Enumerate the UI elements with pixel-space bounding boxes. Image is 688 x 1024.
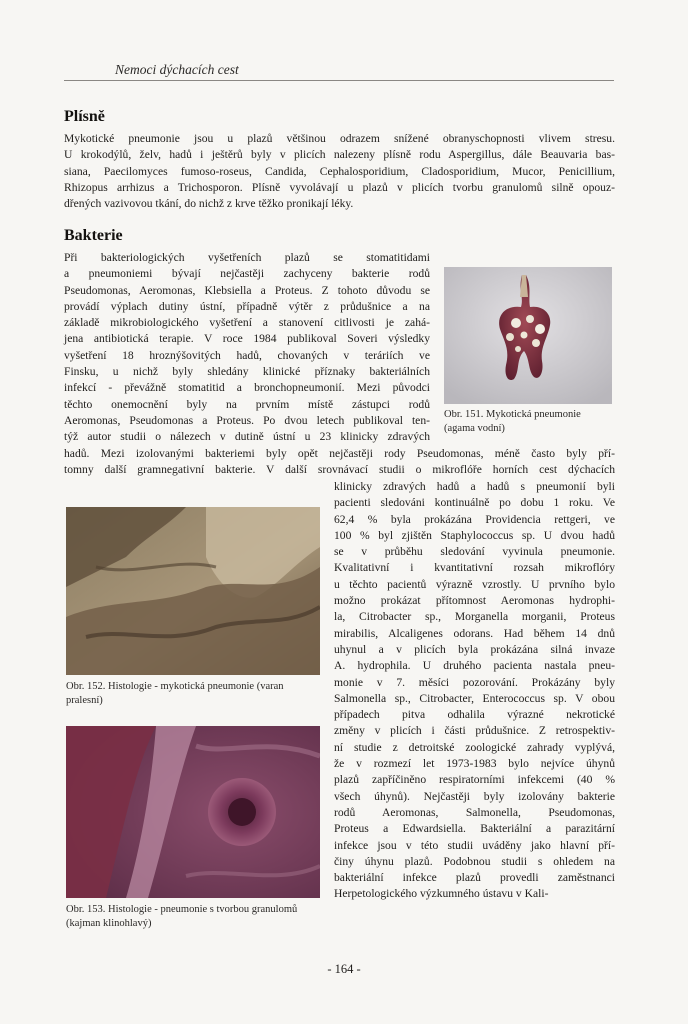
text-line: monie v 7. měsíci pozorování. Prokázány byly	[334, 675, 615, 689]
figure-153-caption: Obr. 153. Histologie - pneumonie s tvorbou granulomů (kajman klinohlavý)	[66, 904, 298, 929]
paragraph-bacteria-right	[334, 479, 615, 903]
text-line: uhynul a v plicích byla prokázána silná invaze	[334, 642, 615, 656]
text-line: 100 % byl zjištěn Staphylococcus sp. U dvou hadů	[334, 528, 615, 542]
text-line: Mykotické pneumonie jsou u plazů většinou odrazem snížené obranyschopnosti vlivem stresu.	[64, 132, 615, 145]
running-header: Nemoci dýchacích cest	[112, 62, 242, 78]
text-line: se v průběhu sledování vyvinula pneumonie.	[334, 545, 615, 559]
text-line: Kvalitativní i kvantitativní rozsah mikroflóry	[334, 561, 615, 575]
text-line: vyšetření 18 hroznýšovitých hadů, chovaných v teráriích ve	[64, 348, 430, 362]
text-line: infekcí - převážně stomatitid a bronchopneumonií. Mezi původci	[64, 381, 430, 395]
header-rule	[64, 80, 614, 81]
text-line: týž autor studii o nálezech v dutině ústní u 23 klinicky zdravých	[64, 430, 430, 444]
text-line: bakteriální infekce plazů provedli zaměstnanci	[334, 871, 615, 885]
text-line: všech úhynů). Nejčastěji byly izolovány bakterie	[334, 789, 615, 803]
text-line: Při bakteriologických vyšetřeních plazů se stomatitidami	[64, 251, 430, 264]
figure-151-photo	[444, 267, 612, 404]
text-line: činy úhynu plazů. Podobnou studii s ohledem na	[334, 854, 615, 868]
text-line: la, Citrobacter sp., Morganella morganii, Proteus	[334, 610, 615, 624]
text-line: Herpetologického výzkumného ústavu v Kali-	[334, 887, 549, 901]
text-line: 62,4 % byla prokázána Providencia rettgeri, ve	[334, 512, 615, 526]
figure-151-caption: Obr. 151. Mykotická pneumonie (agama vodní)	[444, 409, 581, 434]
paragraph-bacteria-full	[64, 446, 615, 479]
histology-image	[66, 507, 320, 675]
text-line: mirabilis, Alcaligenes odorans. Had během 14 dnů	[334, 626, 615, 640]
text-line: tomny další gramnegativní bakterie. V další srovnávací studii o mikroflóře horních cest dýchacích	[64, 463, 615, 477]
text-line: Rhizopus arrhizus a Trichosporon. Plísně vyvolávají u plazů v plicích tvorbu granulomů silně opouz-	[64, 180, 615, 194]
paragraph-bacteria-top	[64, 250, 430, 446]
text-line: hadů. Mezi izolovanými bakteriemi byly opět nejčastěji rody Pseudomonas, méně často byly pří-	[64, 447, 615, 460]
text-line: siana, Paecilomyces fumoso-roseus, Candida, Cephalosporidium, Cladosporidium, Mucor, Penicillium,	[64, 164, 615, 178]
text-line: rodů Aeromonas, Salmonella, Pseudomonas,	[334, 805, 615, 819]
text-line: infekce jsou v této studii uváděny jako hlavní pří-	[334, 838, 615, 852]
figure-153-photo	[66, 726, 320, 898]
paragraph-fungi	[64, 131, 615, 212]
text-line: ní studie z detroitské zoologické zahrady vyplývá,	[334, 740, 615, 754]
figure-152-photo	[66, 507, 320, 675]
text-line: U krokodýlů, želv, hadů i ještěrů byly v plicích nalezeny plísně rodu Aspergillus, dále Beauvaria bas-	[64, 148, 615, 162]
text-line: Aeromonas, Pseudomonas a Proteus. Po dvou letech publikoval ten-	[64, 413, 430, 427]
text-line: případech pitva odhalila výrazné nekrotické	[334, 708, 615, 722]
heading-fungi: Plísně	[64, 108, 105, 125]
text-line: že v rozmezí let 1973-1983 bylo nejvíce úhynů	[334, 757, 615, 771]
text-line: a pneumoniemi bývají nejčastěji zachyceny bakterie rodů	[64, 267, 430, 281]
text-line: dřených vazivovou tkání, do nichž z krve těžko pronikají léky.	[64, 197, 354, 211]
histology-granuloma-image	[66, 726, 320, 898]
text-line: pacienti sledováni kontinuálně po dobu 1 roku. Ve	[334, 496, 615, 510]
text-line: Finsku, u nichž byly shledány klinické příznaky bakteriálních	[64, 365, 430, 379]
text-line: možno prokázat přítomnost Aeromonas hydrophi-	[334, 594, 615, 608]
text-line: změny v plicích i části průdušnice. Z retrospektiv-	[334, 724, 615, 738]
text-line: u těchto pacientů výrazně vzrostly. U prvního bylo	[334, 577, 615, 591]
figure-152-caption: Obr. 152. Histologie - mykotická pneumonie (varan pralesní)	[66, 681, 284, 706]
lung-specimen-image	[444, 267, 612, 404]
text-line: plazů zapříčiněno respiratorními infekcemi (40 %	[334, 773, 615, 787]
text-line: jena antibiotická terapie. V roce 1984 publikoval Soveri výsledky	[64, 332, 430, 346]
text-line: A. hydrophila. U druhého pacienta nastala pneu-	[334, 659, 615, 673]
text-line: Pseudomonas, Aeromonas, Klebsiella a Proteus. Z tohoto důvodu se	[64, 283, 430, 297]
text-line: Salmonella sp., Citrobacter, Enterococcus sp. V obou	[334, 691, 615, 705]
heading-bacteria: Bakterie	[64, 227, 123, 244]
page-number: - 164 -	[327, 962, 361, 976]
text-line: základě mikrobiologického vyšetření a stanovení citlivosti je zahá-	[64, 316, 430, 330]
text-line: provádí výplach dutiny ústní, případně výtěr z průdušnice a na	[64, 299, 430, 313]
text-line: klinicky zdravých hadů a hadů s pneumonií byli	[334, 480, 615, 493]
text-line: Proteus a Edwardsiella. Bakteriální a parazitární	[334, 822, 615, 836]
text-line: těchto onemocnění byly na prvním místě zástupci rodů	[64, 397, 430, 411]
